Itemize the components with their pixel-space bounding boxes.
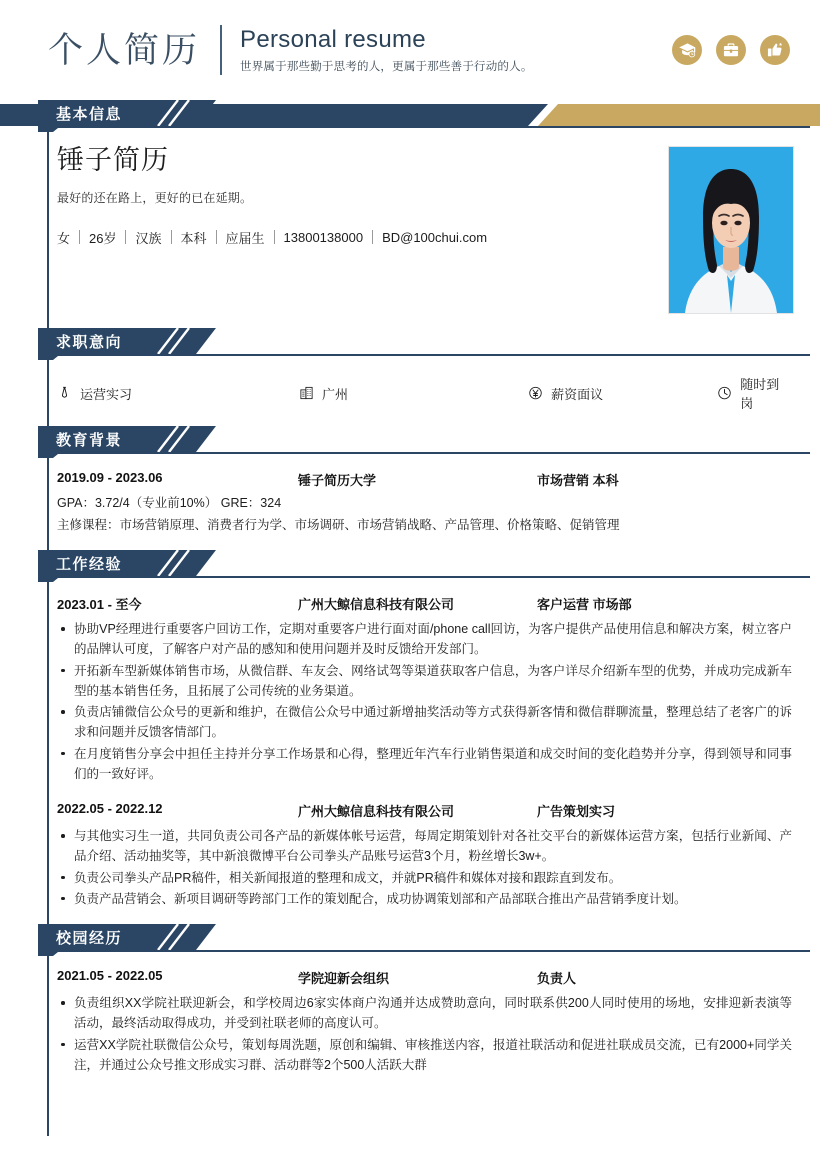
avatar — [668, 146, 794, 314]
education-school: 锤子简历大学 — [298, 473, 377, 488]
section-band-intention — [38, 328, 810, 358]
section-title-education: 教育背景 — [56, 432, 123, 449]
work-company: 广州大鲸信息科技有限公司 — [298, 804, 455, 819]
campus-date: 2021.05 - 2022.05 — [57, 968, 163, 983]
education-major: 市场营销 本科 — [537, 473, 619, 488]
meta-separator — [274, 230, 275, 244]
work-role: 广告策划实习 — [537, 804, 616, 819]
campus-body — [57, 954, 792, 1075]
section-band-basic — [38, 100, 810, 130]
education-entry-head — [57, 470, 792, 493]
meta-email: BD@100chui.com — [382, 229, 488, 245]
work-date: 2023.01 - 至今 — [57, 597, 142, 612]
intent-item-position — [57, 384, 299, 403]
tie-icon — [57, 385, 72, 401]
intent-item-salary — [528, 384, 717, 403]
basic-info-body — [57, 130, 794, 314]
campus-entry-head — [57, 968, 792, 991]
meta-separator — [125, 230, 126, 244]
meta-age: 26岁 — [89, 230, 117, 246]
meta-ethnicity: 汉族 — [135, 230, 162, 246]
intent-item-city — [299, 384, 528, 403]
yen-icon — [528, 385, 543, 401]
briefcase-icon — [716, 35, 746, 65]
header-divider — [220, 25, 222, 75]
education-gpa-line: GPA：3.72/4（专业前10%） GRE：324 — [57, 496, 282, 510]
education-entry — [57, 466, 792, 536]
intent-label-city: 广州 — [322, 386, 349, 402]
list-item: 协助VP经理进行重要客户回访工作，定期对重要客户进行面对面/phone call回访，为客户提供产品使用信息和解决方案，树立客户的品牌认可度，了解客户对产品的感知和使用问题并及时反馈给开发部门。 — [57, 619, 792, 660]
section-job-intention — [0, 328, 820, 412]
list-item: 开拓新车型新媒体销售市场，从微信群、车友会、网络试驾等渠道获取客户信息，为客户详尽介绍新车型的优势，并成功完成新车型的基本销售任务，且拓展了公司传统的业务渠道。 — [57, 661, 792, 702]
section-campus-experience — [0, 924, 820, 1075]
intent-label-position: 运营实习 — [80, 386, 133, 402]
work-entry-head — [57, 801, 792, 824]
section-title-basic: 基本信息 — [56, 106, 123, 123]
meta-separator — [79, 230, 80, 244]
work-date: 2022.05 - 2022.12 — [57, 801, 163, 816]
campus-role: 负责人 — [537, 971, 577, 986]
meta-degree: 本科 — [180, 230, 207, 246]
work-company: 广州大鲸信息科技有限公司 — [298, 597, 455, 612]
list-item: 在月度销售分享会中担任主持并分享工作场景和心得，整理近年汽车行业销售渠道和成交时间的变化趋势并分享，得到领导和同事们的一致好评。 — [57, 744, 792, 785]
section-basic-info — [0, 100, 820, 314]
work-role: 客户运营 市场部 — [537, 597, 632, 612]
work-bullet-list — [57, 826, 792, 909]
list-item: 运营XX学院社联微信公众号，策划每周洗题，原创和编辑、审核推送内容，报道社联活动和促进社联成员交流，已有2000+同学关注，并通过公众号推文形成实习群、活动群等2个500人活跃大群 — [57, 1035, 792, 1076]
meta-separator — [216, 230, 217, 244]
education-body — [57, 456, 792, 536]
campus-bullet-list — [57, 993, 792, 1075]
list-item: 负责公司拳头产品PR稿件，相关新闻报道的整理和成文，并就PR稿件和媒体对接和跟踪直到发布。 — [57, 868, 792, 888]
thumbs-up-icon — [760, 35, 790, 65]
section-education — [0, 426, 820, 536]
candidate-motto: 最好的还在路上，更好的已在延期。 — [57, 190, 253, 205]
building-icon — [299, 385, 314, 401]
section-band-campus — [38, 924, 810, 954]
meta-status: 应届生 — [225, 230, 265, 246]
work-body — [57, 580, 792, 909]
intent-item-availability — [717, 374, 792, 412]
meta-separator — [171, 230, 172, 244]
list-item: 负责组织XX学院社联迎新会，和学校周边6家实体商户沟通并达成赞助意向，同时联系供200人同时使用的场地，安排迎新表演等活动，最终活动取得成功，并受到社联老师的高度认可。 — [57, 993, 792, 1034]
section-title-campus: 校园经历 — [56, 930, 123, 947]
job-intention-body — [57, 358, 792, 412]
education-date: 2019.09 - 2023.06 — [57, 470, 163, 485]
meta-gender: 女 — [57, 230, 71, 246]
list-item: 与其他实习生一道，共同负责公司各产品的新媒体帐号运营，每周定期策划针对各社交平台的新媒体运营方案，包括行业新闻、产品介绍、活动抽奖等，其中新浪微博平台公司拳头产品账号运营3个月，粉丝增长3w+。 — [57, 826, 792, 867]
work-entry — [57, 785, 792, 909]
campus-org: 学院迎新会组织 — [298, 971, 390, 986]
meta-phone: 13800138000 — [283, 229, 364, 245]
page-header — [0, 0, 820, 100]
section-work-experience — [0, 550, 820, 909]
section-band-education — [38, 426, 810, 456]
section-band-work — [38, 550, 810, 580]
intent-label-salary: 薪资面议 — [551, 386, 604, 402]
page-slogan: 世界属于那些勤于思考的人，更属于那些善于行动的人。 — [240, 61, 533, 74]
page-title-cn: 个人简历 — [48, 30, 201, 70]
graduation-cap-icon — [672, 35, 702, 65]
education-courses-line: 主修课程：市场营销原理、消费者行为学、市场调研、市场营销战略、产品管理、价格策略、促销管理 — [57, 517, 620, 532]
work-entry-head — [57, 594, 792, 617]
section-title-work: 工作经验 — [56, 556, 123, 573]
list-item: 负责产品营销会、新项目调研等跨部门工作的策划配合，成功协调策划部和产品部联合推出产品营销季度计划。 — [57, 889, 792, 909]
section-title-intention: 求职意向 — [56, 334, 123, 351]
list-item: 负责店铺微信公众号的更新和维护，在微信公众号中通过新增抽奖活动等方式获得新客情和微信群聊流量，整理总结了老客广的诉求和问题并反馈客情部门。 — [57, 702, 792, 743]
work-entry — [57, 590, 792, 784]
header-icon-group — [672, 35, 790, 65]
page-title-en: Personal resume — [240, 25, 426, 53]
meta-separator — [372, 230, 373, 244]
work-bullet-list — [57, 619, 792, 784]
candidate-meta — [57, 228, 668, 247]
campus-entry — [57, 964, 792, 1075]
intent-label-availability: 随时到岗 — [740, 377, 780, 411]
clock-icon — [717, 385, 732, 401]
candidate-name: 锤子简历 — [57, 145, 169, 175]
